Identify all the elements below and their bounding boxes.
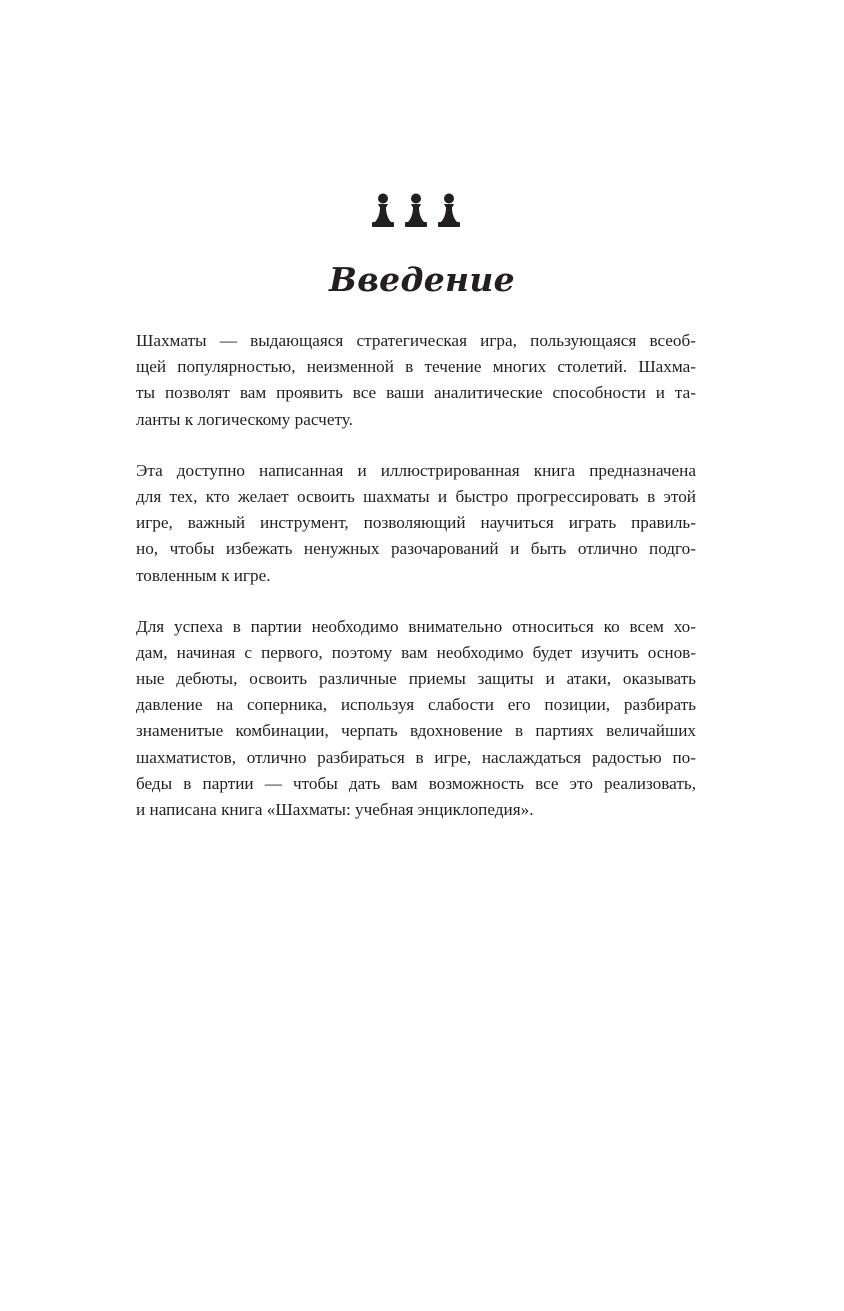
text-line: дам, начиная с первого, поэтому вам необходимо будет изучить основ- bbox=[136, 642, 696, 662]
text-line: Для успеха в партии необходимо внимательно относиться ко всем хо- bbox=[136, 616, 696, 636]
text-line: давление на соперника, используя слабости его позиции, разбирать bbox=[136, 695, 696, 715]
text-line: беды в партии — чтобы дать вам возможность все это реализовать, bbox=[136, 773, 696, 793]
text-line: Шахматы — выдающаяся стратегическая игра, пользующаяся всеоб- bbox=[136, 331, 696, 350]
paragraph bbox=[136, 328, 696, 433]
chapter-title: Введение bbox=[329, 260, 515, 299]
text-line: для тех, кто желает освоить шахматы и быстро прогрессировать в этой bbox=[136, 486, 696, 506]
pawn-icon bbox=[370, 193, 396, 228]
text-line: ные дебюты, освоить различные приемы защиты и атаки, оказывать bbox=[136, 669, 696, 689]
text-line: товленным к игре. bbox=[136, 565, 271, 585]
pawn-icon bbox=[403, 193, 429, 228]
paragraph bbox=[136, 458, 696, 589]
text-line: и написана книга «Шахматы: учебная энциклопедия». bbox=[136, 800, 534, 819]
body-text bbox=[136, 328, 696, 848]
text-line: игре, важный инструмент, позволяющий научиться играть правиль- bbox=[136, 513, 696, 533]
text-line: знаменитые комбинации, черпать вдохновение в партиях величайших bbox=[136, 721, 696, 741]
text-line: Эта доступно написанная и иллюстрированная книга предназначена bbox=[136, 460, 696, 480]
chapter-ornament bbox=[370, 192, 462, 228]
text-line: щей популярностью, неизменной в течение многих столетий. Шахма- bbox=[136, 357, 696, 377]
text-line: но, чтобы избежать ненужных разочарований и быть отлично подго- bbox=[136, 539, 696, 559]
text-line: ты позволят вам проявить все ваши аналитические способности и та- bbox=[136, 383, 696, 403]
pawn-icon bbox=[436, 193, 462, 228]
text-line: шахматистов, отлично разбираться в игре, наслаждаться радостью по- bbox=[136, 747, 696, 767]
text-line: ланты к логическому расчету. bbox=[136, 409, 353, 429]
paragraph bbox=[136, 614, 696, 824]
